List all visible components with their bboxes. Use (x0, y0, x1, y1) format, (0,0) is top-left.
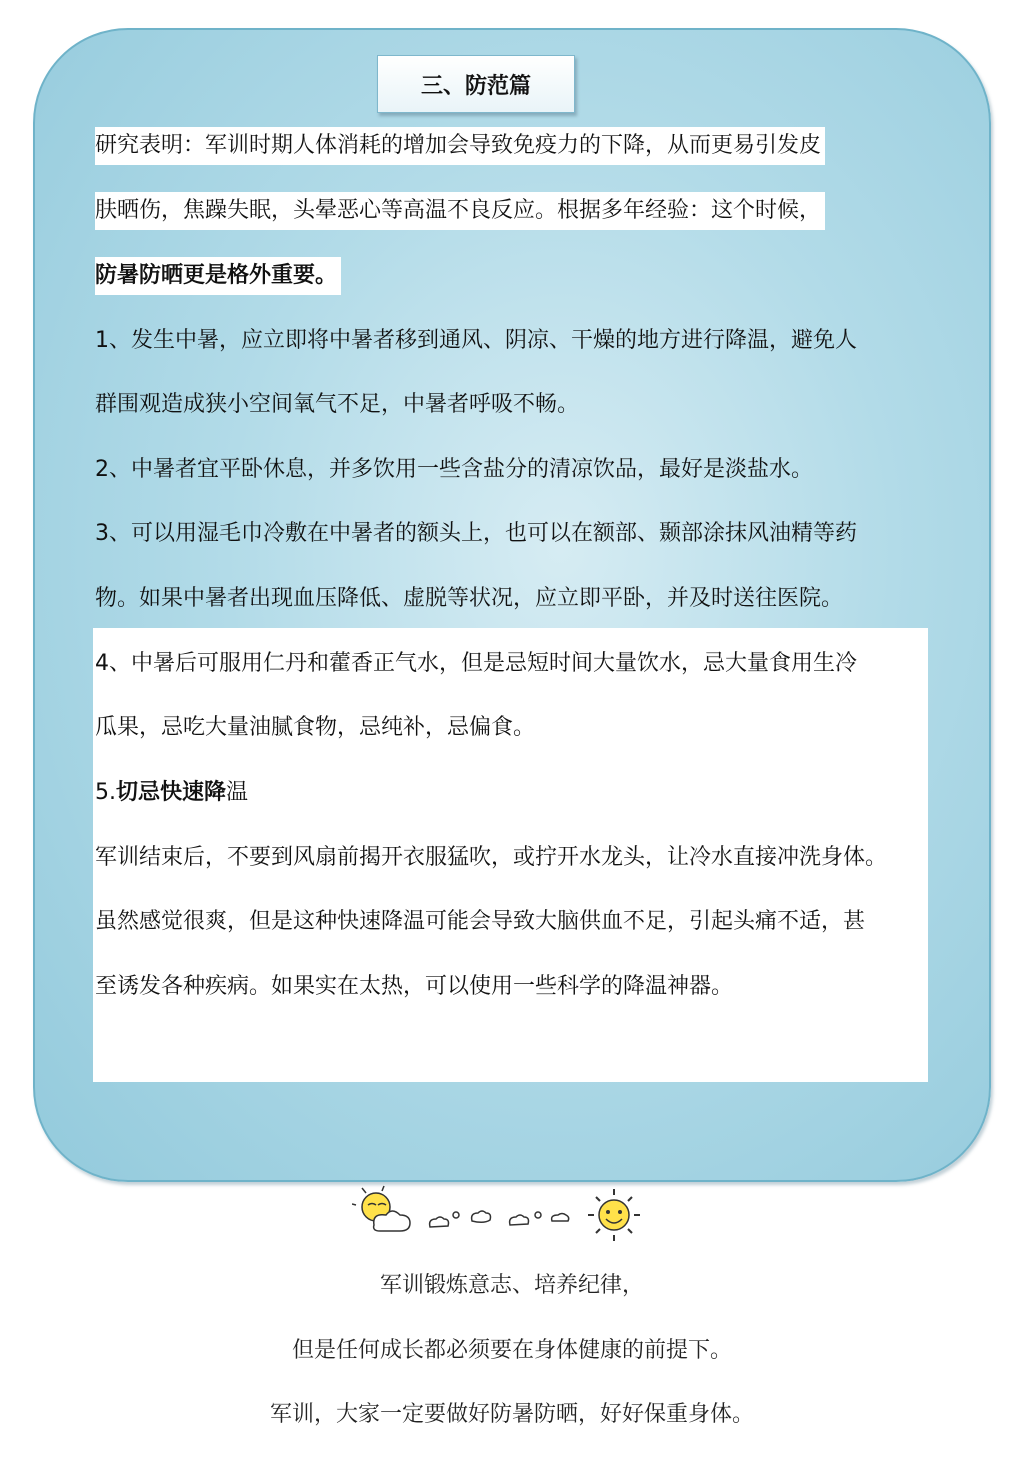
item-line: 3、可以用湿毛巾冷敷在中暑者的额头上，也可以在额部、颞部涂抹风油精等药 (95, 521, 857, 546)
item5-bold: 切忌快速降 (116, 780, 227, 805)
small-clouds (430, 1211, 569, 1227)
footer-line: 但是任何成长都必须要在身体健康的前提下。 (291, 1338, 732, 1363)
item-line: 群围观造成狭小空间氧气不足，中暑者呼吸不畅。 (95, 392, 580, 417)
sleeping-sun-cloud-icon (352, 1186, 410, 1231)
section-title (377, 55, 575, 113)
section-title-text: 三、防范篇 (420, 73, 531, 99)
smiling-sun-icon (588, 1189, 640, 1241)
item-line: 瓜果，忌吃大量油腻食物，忌纯补，忌偏食。 (95, 715, 536, 740)
intro-line: 肤晒伤，焦躁失眠，头晕恶心等高温不良反应。根据多年经验：这个时候， (95, 192, 825, 230)
intro-line: 防暑防晒更是格外重要。 (95, 257, 341, 295)
item5-body-line: 虽然感觉很爽，但是这种快速降温可能会导致大脑供血不足，引起头痛不适，甚 (95, 909, 866, 934)
item-line: 物。如果中暑者出现血压降低、虚脱等状况，应立即平卧，并及时送往医院。 (95, 586, 844, 611)
sun-cloud-decoration (352, 1185, 652, 1245)
footer-line: 军训锻炼意志、培养纪律， (379, 1273, 644, 1298)
item5-rest: 温 (226, 780, 249, 805)
intro-line: 研究表明：军训时期人体消耗的增加会导致免疫力的下降，从而更易引发皮 (95, 127, 825, 165)
item5-heading (95, 774, 248, 812)
item5-body-line: 军训结束后，不要到风扇前揭开衣服猛吹，或拧开水龙头，让冷水直接冲洗身体。 (95, 845, 888, 870)
item-line: 4、中暑后可服用仁丹和藿香正气水，但是忌短时间大量饮水，忌大量食用生冷 (95, 651, 857, 676)
item-line: 2、中暑者宜平卧休息，并多饮用一些含盐分的清凉饮品，最好是淡盐水。 (95, 457, 813, 482)
item-line: 1、发生中暑，应立即将中暑者移到通风、阴凉、干燥的地方进行降温，避免人 (95, 328, 857, 353)
item5-body-line: 至诱发各种疾病。如果实在太热，可以使用一些科学的降温神器。 (95, 974, 734, 999)
item5-number: 5. (95, 780, 116, 805)
footer-line: 军训，大家一定要做好防暑防晒，好好保重身体。 (269, 1402, 754, 1427)
